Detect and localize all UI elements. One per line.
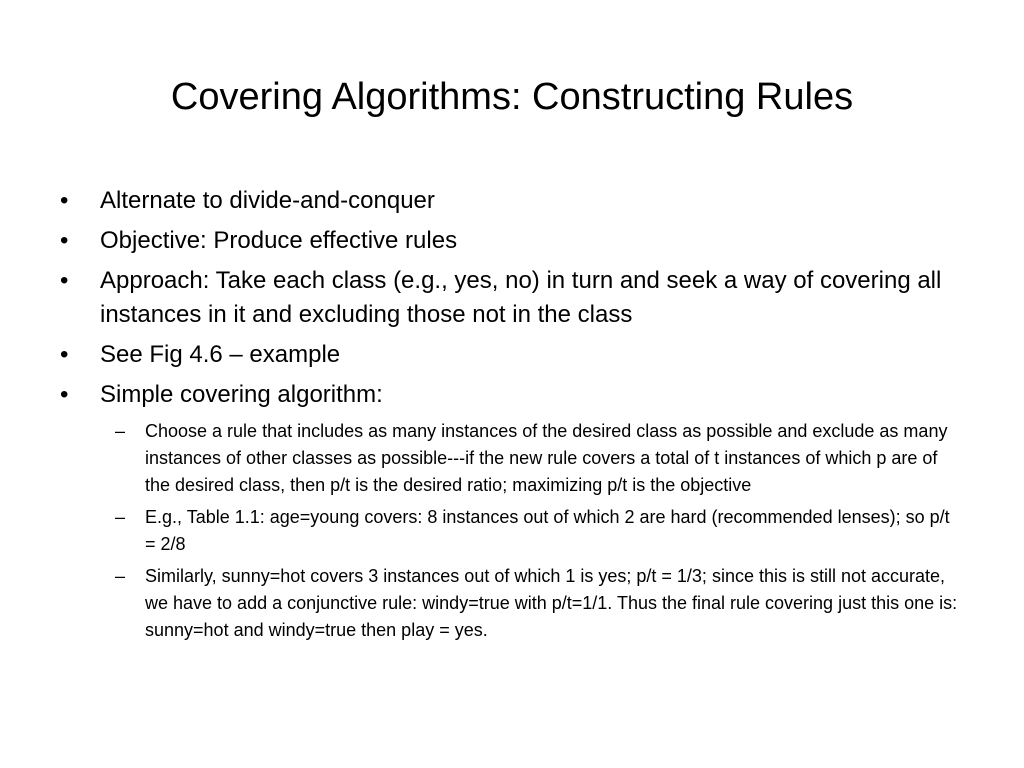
slide-body — [60, 184, 965, 649]
sub-bullet-text: E.g., Table 1.1: age=young covers: 8 instances out of which 2 are hard (recommended lenses); so p/t = 2/8 — [145, 507, 950, 554]
bullet-marker: • — [60, 227, 69, 254]
sub-bullet-item — [115, 563, 965, 644]
dash-marker: – — [115, 421, 126, 441]
bullet-marker: • — [60, 341, 69, 368]
sub-bullet-item — [115, 504, 965, 558]
bullet-text: Simple covering algorithm: — [100, 381, 383, 408]
bullet-marker: • — [60, 187, 69, 214]
sub-bullet-text: Similarly, sunny=hot covers 3 instances out of which 1 is yes; p/t = 1/3; since this is still not accurate, we have to add a conjunctive rule: windy=true with p/t=1/1. Thus the final rule covering just this one is: sunny=hot and windy=true then play = yes. — [145, 566, 958, 640]
bullet-text: Objective: Produce effective rules — [100, 227, 458, 254]
sub-bullet-item — [115, 418, 965, 499]
bullet-item — [60, 378, 965, 412]
sub-bullet-text: Choose a rule that includes as many instances of the desired class as possible and exclude as many instances of other classes as possible---if the new rule covers a total of t instances of which p are of the desired class, then p/t is the desired ratio; maximizing p/t is the objective — [145, 421, 948, 495]
bullet-item — [60, 338, 965, 372]
bullet-text: See Fig 4.6 – example — [100, 341, 341, 368]
bullet-item — [60, 264, 965, 332]
slide-title: Covering Algorithms: Constructing Rules — [170, 76, 854, 118]
bullet-text: Approach: Take each class (e.g., yes, no) in turn and seek a way of covering all instances in it and excluding those not in the class — [100, 267, 942, 328]
dash-marker: – — [115, 507, 126, 527]
bullet-marker: • — [60, 267, 69, 294]
bullet-item — [60, 224, 965, 258]
bullet-item — [60, 184, 965, 218]
bullet-text: Alternate to divide-and-conquer — [100, 187, 435, 214]
sub-bullet-list — [115, 418, 965, 644]
bullet-marker: • — [60, 381, 69, 408]
dash-marker: – — [115, 566, 126, 586]
